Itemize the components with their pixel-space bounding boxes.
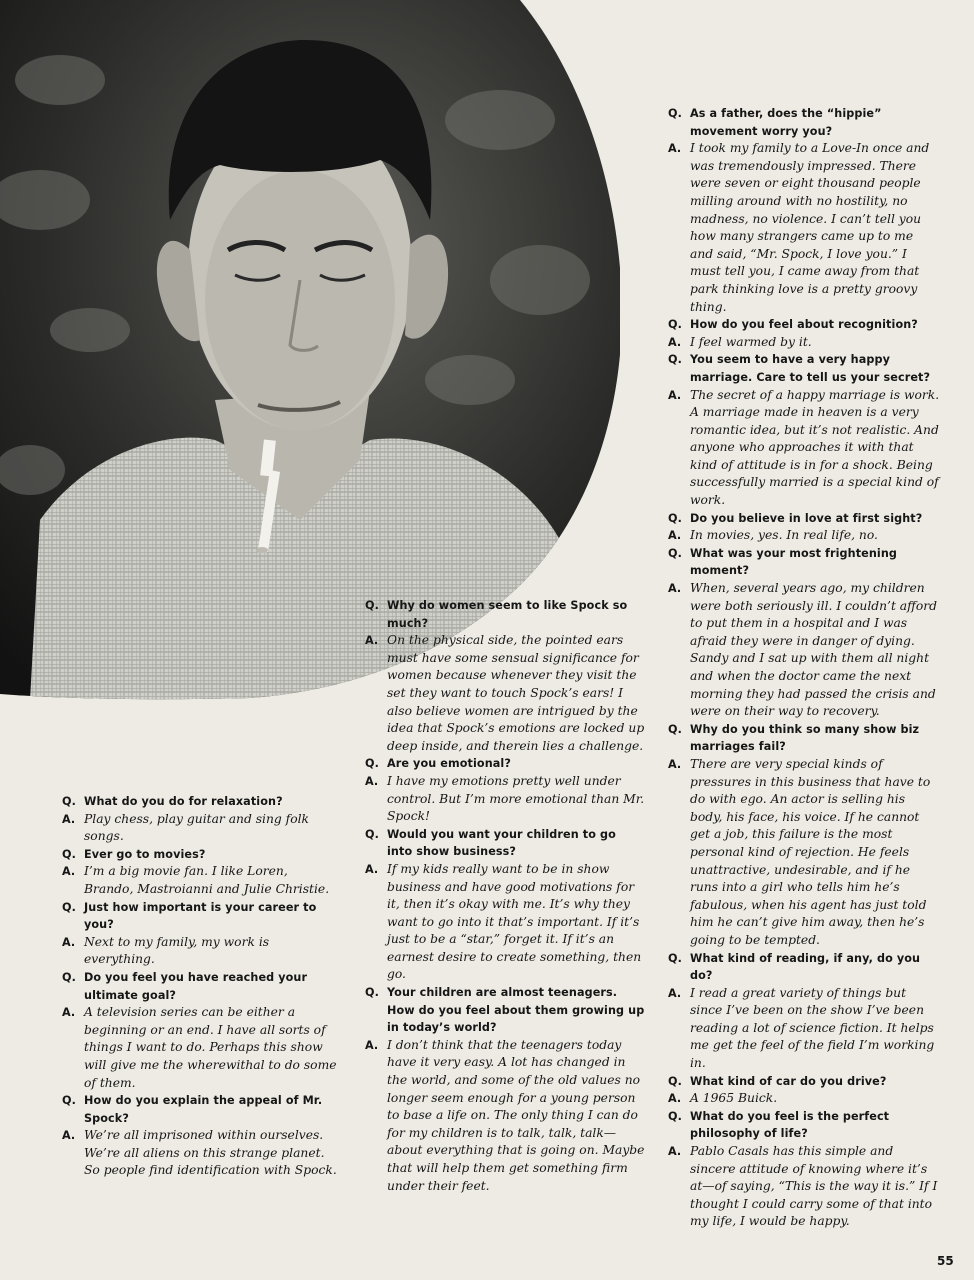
qa-item [668, 316, 940, 351]
answer-text: A television series can be either a beginning or an end. I have all sorts of things I want to do. Perhaps this show will give me the wherewithal to do some of them. [84, 1005, 337, 1090]
question-text: Do you believe in love at first sight? [690, 511, 923, 525]
answer [62, 1127, 337, 1180]
answer-text: There are very special kinds of pressures in this business that have to do with ego. An actor is selling his body, his face, his voice. If he cannot get a job, this failure is the most personal kind of rejection. He feels unattractive, undesirable, and if he runs into a girl who tells him he’s fabulous, when his agent has just told him he can’t give him away, then he’s going to be tempted. [690, 756, 931, 947]
question-label: Q. [62, 900, 76, 914]
answer-label: A. [365, 1038, 379, 1052]
column-right [668, 105, 940, 1231]
question-label: Q. [62, 847, 76, 861]
qa-item [668, 1073, 940, 1108]
answer-label: A. [365, 634, 379, 648]
question-text: You seem to have a very happy marriage. Care to tell us your secret? [690, 353, 931, 384]
column-middle [365, 597, 645, 1195]
qa-item [668, 950, 940, 1073]
answer-label: A. [668, 582, 682, 596]
answer [62, 934, 337, 969]
question [668, 510, 940, 528]
question-label: Q. [365, 757, 379, 771]
answer [365, 773, 645, 826]
answer-label: A. [668, 1092, 682, 1106]
answer-label: A. [365, 774, 379, 788]
qa-item [668, 105, 940, 316]
answer-text: I have my emotions pretty well under control. But I’m more emotional than Mr. Spock! [387, 773, 645, 824]
question [668, 1108, 940, 1143]
column-left [62, 793, 337, 1180]
answer [668, 1143, 940, 1231]
answer-text: I took my family to a Love-In once and was tremendously impressed. There were seven or eight thousand people milling around with no hostility, no madness, no violence. I can’t tell you how many strangers came up to me and said, “Mr. Spock, I love you.” I must tell you, I came away from that park thinking love is a pretty groovy thing. [690, 141, 930, 314]
qa-item [668, 351, 940, 509]
answer [365, 632, 645, 755]
question [668, 545, 940, 580]
answer [668, 334, 940, 352]
answer-label: A. [62, 1006, 76, 1020]
answer-text: If my kids really want to be in show business and have good motivations for it, then it’s okay with me. It’s why they want to go into it that’s important. If it’s just to be a “star,” forget it. If it’s an earnest desire to create something, then go. [387, 861, 642, 982]
answer-text: The secret of a happy marriage is work. A marriage made in heaven is a very romantic idea, but it’s not realistic. And anyone who approaches it with that kind of attitude is in for a shock. Being successfully married is a special kind of work. [690, 387, 940, 508]
qa-item [668, 721, 940, 950]
question-text: What kind of car do you drive? [690, 1074, 887, 1088]
answer [365, 861, 645, 984]
qa-item [365, 755, 645, 825]
question-label: Q. [668, 722, 682, 736]
answer [62, 863, 337, 898]
question-label: Q. [668, 107, 682, 120]
question-text: Your children are almost teenagers. How do you feel about them growing up in today’s world? [387, 986, 645, 1035]
page-number: 55 [937, 1254, 954, 1268]
answer [62, 1004, 337, 1092]
answer [668, 1090, 940, 1108]
answer [668, 756, 940, 950]
question [62, 793, 337, 811]
question-label: Q. [365, 827, 379, 841]
answer [365, 1037, 645, 1195]
qa-item [365, 597, 645, 755]
answer-label: A. [668, 1145, 682, 1159]
question [668, 351, 940, 386]
answer-label: A. [62, 935, 76, 949]
question-label: Q. [62, 1094, 76, 1108]
answer [668, 580, 940, 721]
portrait-photo [0, 0, 620, 700]
qa-item [62, 793, 337, 846]
question-text: How do you feel about recognition? [690, 318, 918, 332]
answer-text: I’m a big movie fan. I like Loren, Brando, Mastroianni and Julie Christie. [84, 864, 330, 896]
answer-text: A 1965 Buick. [690, 1091, 778, 1106]
question-label: Q. [668, 546, 682, 560]
question [62, 969, 337, 1004]
qa-item [668, 545, 940, 721]
question-label: Q. [62, 795, 76, 808]
question [668, 950, 940, 985]
answer-label: A. [668, 986, 682, 1000]
qa-item [62, 846, 337, 899]
question-text: Ever go to movies? [84, 847, 206, 861]
question-text: What was your most frightening moment? [690, 546, 898, 578]
answer-text: Pablo Casals has this simple and sincere attitude of knowing where it’s at—of saying, “This is the way it is.” If I thought I could carry some of that into my life, I would be happy. [690, 1144, 938, 1229]
qa-item [62, 899, 337, 969]
question [365, 597, 645, 632]
question-label: Q. [668, 353, 682, 367]
question [668, 316, 940, 334]
answer-label: A. [62, 812, 76, 826]
question-text: What do you do for relaxation? [84, 795, 283, 808]
answer [62, 811, 337, 846]
question [365, 984, 645, 1037]
question-label: Q. [668, 318, 682, 332]
answer-text: In movies, yes. In real life, no. [690, 528, 878, 543]
qa-item [62, 969, 337, 1092]
question-text: How do you explain the appeal of Mr. Spock? [84, 1094, 323, 1125]
question-text: What do you feel is the perfect philosophy of life? [690, 1109, 890, 1141]
qa-item [668, 1108, 940, 1231]
answer-label: A. [62, 1129, 76, 1143]
question-text: Why do you think so many show biz marriages fail? [690, 722, 920, 754]
answer-label: A. [365, 862, 379, 876]
question [668, 1073, 940, 1091]
answer-label: A. [668, 335, 682, 349]
question [668, 105, 940, 140]
question [365, 755, 645, 773]
question [668, 721, 940, 756]
question-label: Q. [365, 599, 379, 612]
answer-text: I feel warmed by it. [690, 334, 812, 349]
answer-text: Next to my family, my work is everything. [84, 934, 270, 967]
question-text: Do you feel you have reached your ultimate goal? [84, 970, 308, 1002]
question-label: Q. [668, 1074, 682, 1088]
question-label: Q. [365, 986, 379, 1000]
question-label: Q. [62, 970, 76, 984]
qa-item [62, 1092, 337, 1180]
question-label: Q. [668, 511, 682, 525]
question [62, 846, 337, 864]
question-text: Would you want your children to go into show business? [387, 827, 616, 859]
answer-label: A. [668, 529, 682, 543]
answer [668, 527, 940, 545]
answer-label: A. [668, 142, 682, 156]
answer-label: A. [62, 865, 76, 879]
question-text: As a father, does the “hippie” movement worry you? [690, 107, 882, 138]
answer-text: We’re all imprisoned within ourselves. We’re all aliens on this strange planet. So people find identification with Spock. [84, 1128, 337, 1178]
answer-text: I read a great variety of things but since I’ve been on the show I’ve been reading a lot of science fiction. It helps me get the feel of the field I’m working in. [690, 985, 935, 1071]
answer [668, 985, 940, 1073]
answer-label: A. [668, 388, 682, 402]
question-text: What kind of reading, if any, do you do? [690, 951, 921, 983]
question-label: Q. [668, 951, 682, 965]
qa-item [365, 984, 645, 1195]
qa-item [668, 510, 940, 545]
answer-text: Play chess, play guitar and sing folk songs. [84, 811, 310, 844]
question-label: Q. [668, 1109, 682, 1123]
question-text: Are you emotional? [387, 757, 511, 771]
question-text: Just how important is your career to you? [84, 900, 317, 932]
qa-item [365, 826, 645, 984]
answer [668, 387, 940, 510]
answer-label: A. [668, 757, 682, 771]
question [62, 1092, 337, 1127]
answer-text: I don’t think that the teenagers today have it very easy. A lot has changed in the world, and some of the old values no longer seem enough for a young person to base a life on. The only thing I can do for my children is to talk, talk, talk—about everything that is going on. Maybe that will help them get something firm under their feet. [387, 1037, 645, 1193]
answer-text: When, several years ago, my children were both seriously ill. I couldn’t afford to put them in a hospital and I was afraid they were in danger of dying. Sandy and I sat up with them all night and when the doctor came the next morning they had passed the crisis and were on their way to recovery. [690, 581, 938, 719]
answer [668, 140, 940, 316]
question-text: Why do women seem to like Spock so much? [387, 599, 628, 630]
portrait-photo-image [0, 0, 620, 700]
question [62, 899, 337, 934]
question [365, 826, 645, 861]
answer-text: On the physical side, the pointed ears must have some sensual significance for women because whenever they visit the set they want to touch Spock’s ears! I also believe women are intrigued by the idea that Spock’s emotions are locked up deep inside, and therein lies a challenge. [387, 633, 645, 753]
